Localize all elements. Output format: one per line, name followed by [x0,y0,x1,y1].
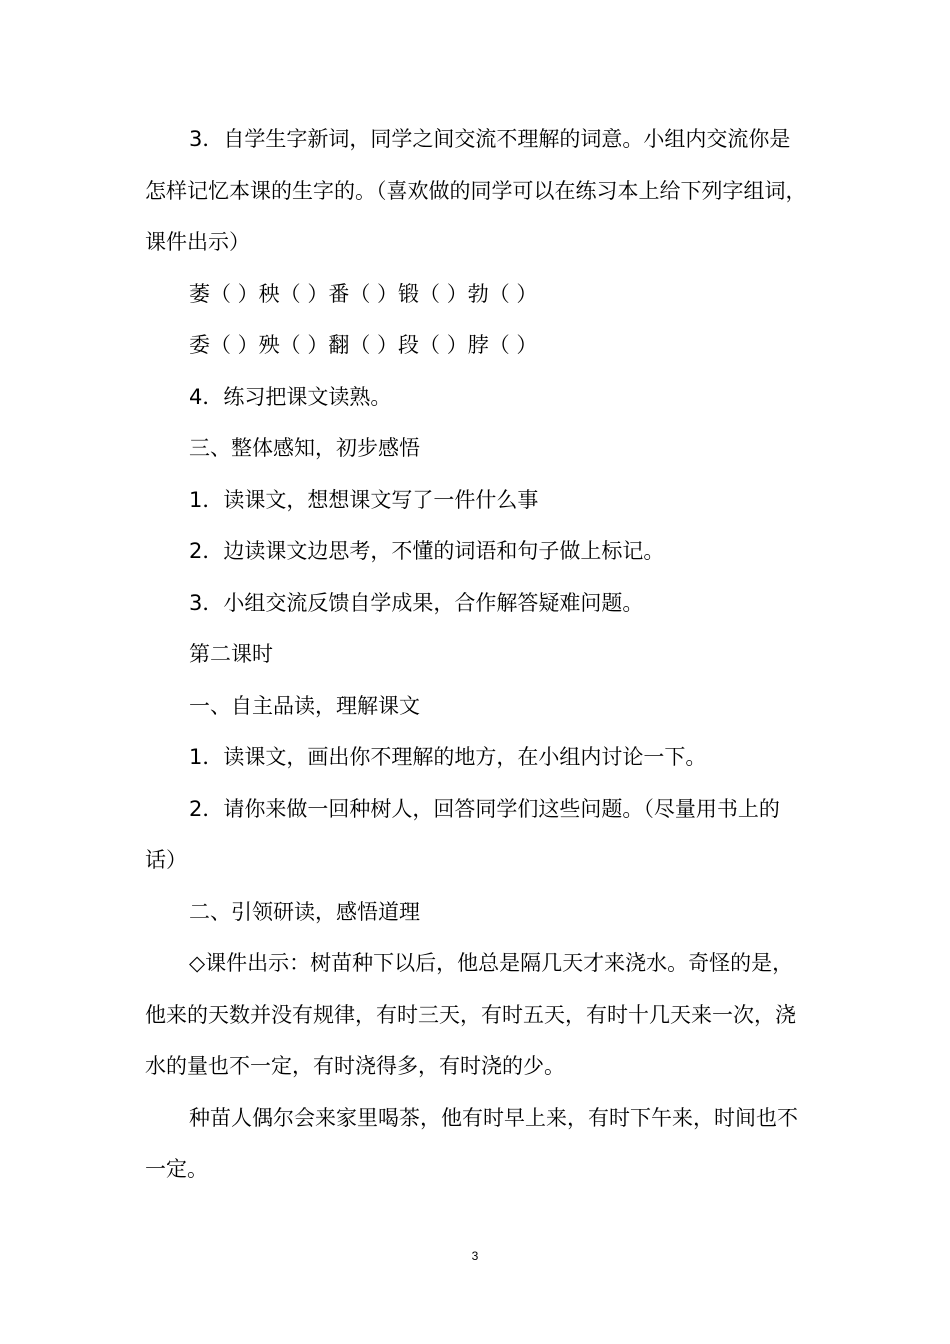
paragraph-word-group-row-1: 萎（ ）秧（ ）番（ ）锻（ ）勃（ ） [189,281,538,306]
paragraph-word-group-row-2: 委（ ）殃（ ）翻（ ）段（ ）脖（ ） [189,333,538,357]
paragraph-planter-visits: 种苗人偶尔会来家里喝茶，他有时早上来，有时下午来，时间也不一定。 [145,1105,798,1181]
heading-second-lesson: 第二课时 [189,642,273,666]
paragraph-read-fluently: 4．练习把课文读熟。 [189,384,392,409]
paragraph-read-and-think: 2．边读课文边思考，不懂的词语和句子做上标记。 [189,539,665,563]
paragraph-read-text: 1．读课文，想想课文写了一件什么事 [189,487,539,512]
section-heading-guided-study: 二、引领研读，感悟道理 [189,899,420,924]
page-number: 3 [471,1249,479,1263]
paragraph-self-study: 3．自学生字新词，同学之间交流不理解的词意。小组内交流你是怎样记忆本课的生字的。（喜欢做的同学可以在练习本上给下列字组词，课件出示） [145,127,807,254]
section-heading-self-reading: 一、自主品读，理解课文 [189,693,420,718]
paragraph-group-exchange: 3．小组交流反馈自学成果，合作解答疑难问题。 [189,590,644,615]
section-heading-overall-perception: 三、整体感知，初步感悟 [189,436,420,460]
paragraph-courseware-quote: ◇课件出示：树苗种下以后，他总是隔几天才来浇水。奇怪的是，他来的天数并没有规律，有时三天，有时五天，有时十几天来一次，浇水的量也不一定，有时浇得多，有时浇的少。 [145,951,796,1078]
paragraph-tree-planter-role: 2．请你来做一回种树人，回答同学们这些问题。（尽量用书上的话） [145,796,780,872]
paragraph-mark-unclear: 1．读课文，画出你不理解的地方，在小组内讨论一下。 [189,745,707,769]
document-body [145,114,807,1196]
